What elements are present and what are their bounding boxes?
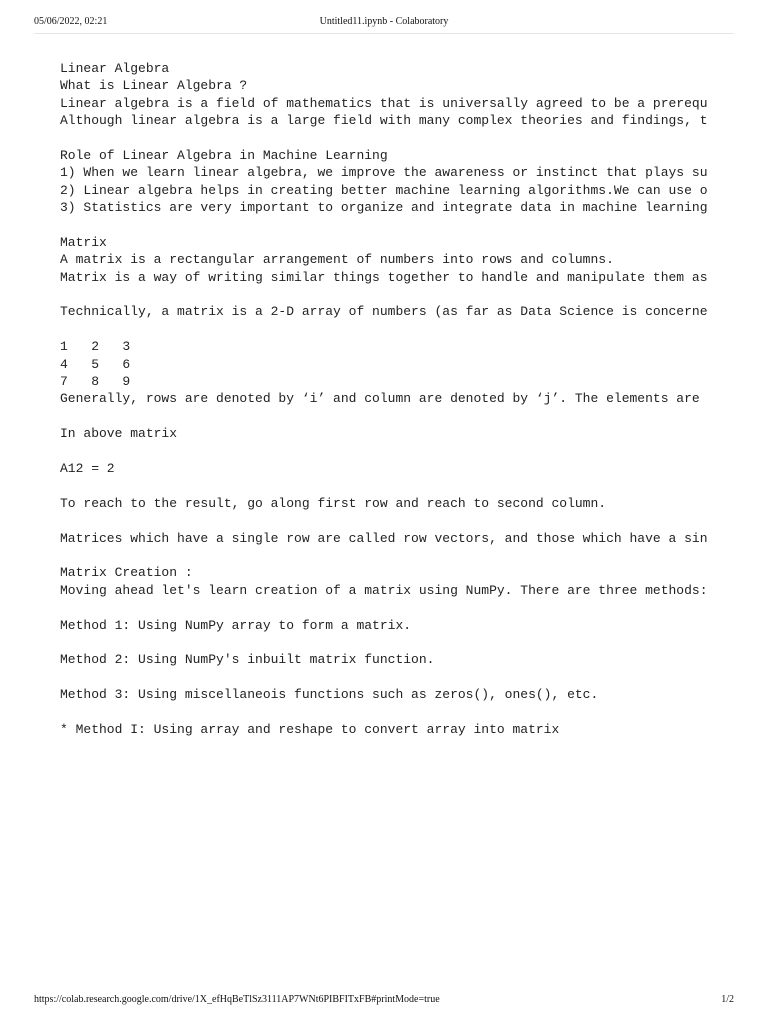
text-line: Technically, a matrix is a 2-D array of numbers (as far as Data Science is concerne bbox=[60, 304, 708, 320]
header-divider bbox=[34, 33, 734, 34]
text-line: * Method I: Using array and reshape to convert array into matrix bbox=[60, 721, 560, 737]
text-line: Linear algebra is a field of mathematics that is universally agreed to be a prerequ bbox=[60, 95, 708, 111]
text-line: A12 = 2 bbox=[60, 460, 115, 476]
blank-line bbox=[60, 547, 736, 564]
page-number: 1/2 bbox=[721, 994, 734, 1005]
text-line: Although linear algebra is a large field with many complex theories and findings, t bbox=[60, 113, 708, 129]
text-line: A matrix is a rectangular arrangement of numbers into rows and columns. bbox=[60, 252, 614, 268]
text-line: Moving ahead let's learn creation of a matrix using NumPy. There are three methods: bbox=[60, 582, 708, 598]
text-line: In above matrix bbox=[60, 426, 178, 442]
text-line: Generally, rows are denoted by ‘i’ and column are denoted by ‘j’. The elements are bbox=[60, 391, 700, 407]
text-line: 2) Linear algebra helps in creating better machine learning algorithms.We can use o bbox=[60, 182, 708, 198]
blank-line bbox=[60, 512, 736, 529]
blank-line bbox=[60, 669, 736, 686]
blank-line bbox=[60, 443, 736, 460]
blank-line bbox=[60, 217, 736, 234]
text-line: 1 2 3 bbox=[60, 339, 131, 355]
blank-line bbox=[60, 408, 736, 425]
text-line: To reach to the result, go along first row and reach to second column. bbox=[60, 495, 607, 511]
text-line: 4 5 6 bbox=[60, 356, 131, 372]
blank-line bbox=[60, 477, 736, 494]
text-cell[interactable] bbox=[60, 60, 736, 738]
text-line: 7 8 9 bbox=[60, 374, 131, 390]
blank-line bbox=[60, 130, 736, 147]
print-date: 05/06/2022, 02:21 bbox=[34, 16, 108, 27]
text-line: What is Linear Algebra ? bbox=[60, 78, 248, 94]
page-url: https://colab.research.google.com/drive/1X_efHqBeTlSz3111AP7WNt6PIBFITxFB#printMode=true bbox=[34, 994, 440, 1005]
blank-line bbox=[60, 634, 736, 651]
print-header bbox=[34, 16, 734, 32]
text-line: Matrix Creation : bbox=[60, 565, 193, 581]
text-line: Matrix is a way of writing similar things together to handle and manipulate them as bbox=[60, 269, 708, 285]
text-line: Matrix bbox=[60, 234, 107, 250]
document-title: Untitled11.ipynb - Colaboratory bbox=[319, 16, 449, 27]
blank-line bbox=[60, 321, 736, 338]
blank-line bbox=[60, 599, 736, 616]
text-line: Method 3: Using miscellaneois functions such as zeros(), ones(), etc. bbox=[60, 687, 599, 703]
text-line: Matrices which have a single row are called row vectors, and those which have a sin bbox=[60, 530, 708, 546]
text-line: Linear Algebra bbox=[60, 61, 170, 76]
blank-line bbox=[60, 703, 736, 720]
text-line: 3) Statistics are very important to organize and integrate data in machine learning bbox=[60, 200, 708, 216]
text-line: Method 1: Using NumPy array to form a matrix. bbox=[60, 617, 412, 633]
text-line: Role of Linear Algebra in Machine Learning bbox=[60, 147, 388, 163]
blank-line bbox=[60, 286, 736, 303]
print-footer bbox=[34, 994, 734, 1008]
text-line: Method 2: Using NumPy's inbuilt matrix function. bbox=[60, 652, 435, 668]
text-line: 1) When we learn linear algebra, we improve the awareness or instinct that plays su bbox=[60, 165, 708, 181]
